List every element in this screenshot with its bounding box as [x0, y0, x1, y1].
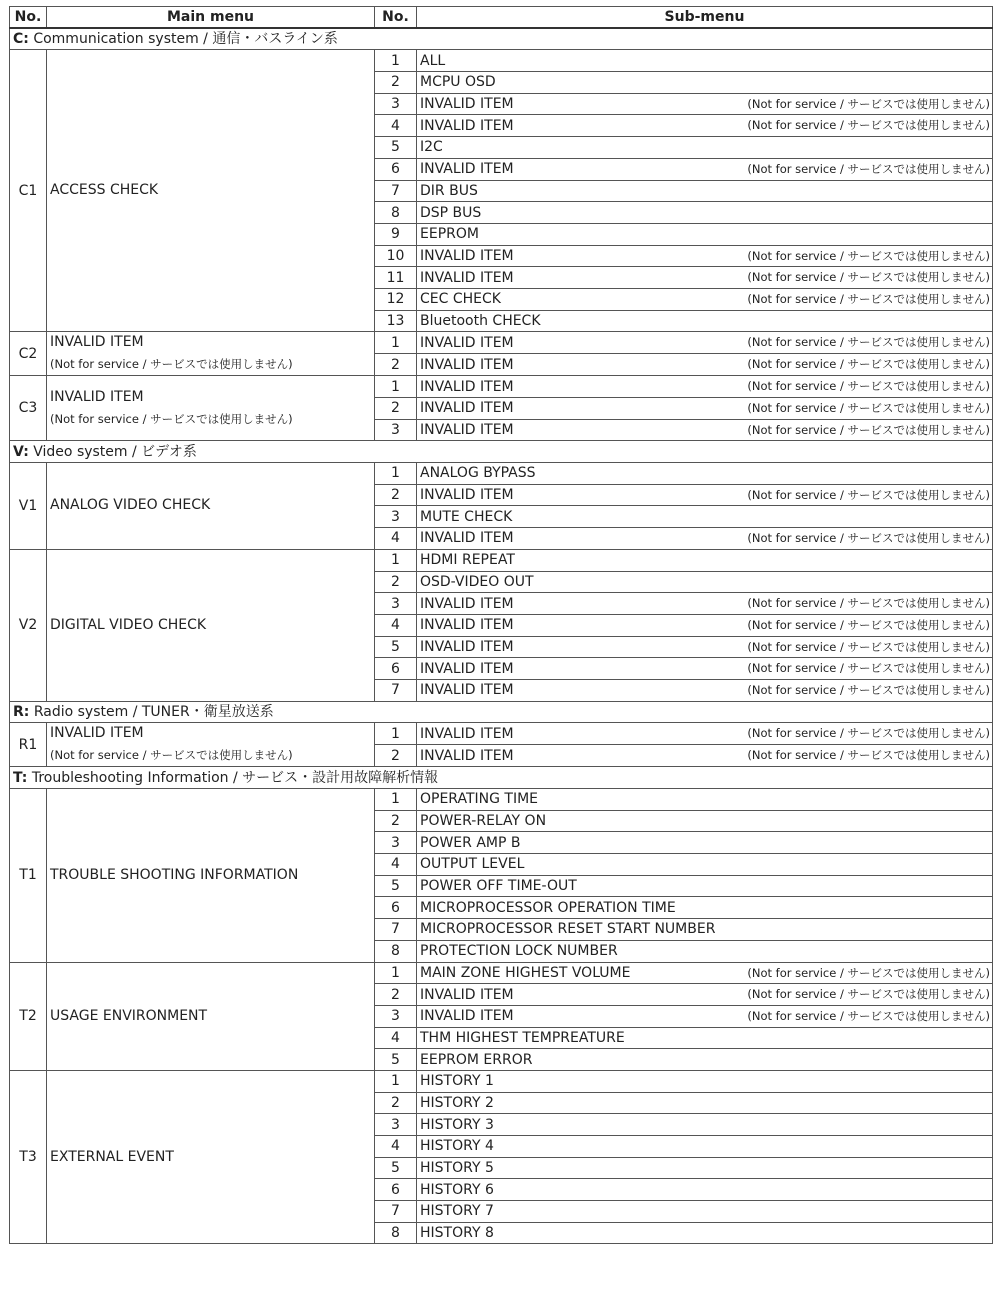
sub-menu-number: 1	[375, 962, 417, 984]
menu-row	[10, 1070, 993, 1092]
sub-menu-item	[417, 789, 993, 811]
sub-menu-item	[417, 832, 993, 854]
menu-row	[10, 962, 993, 984]
sub-menu-number: 10	[375, 245, 417, 267]
sub-menu-item	[417, 202, 993, 224]
sub-menu-label: INVALID ITEM	[420, 986, 514, 1003]
sub-menu-note: (Not for service / サービスでは使用しません)	[747, 987, 990, 1002]
sub-menu-label: THM HIGHEST TEMPREATURE	[420, 1029, 625, 1046]
sub-menu-item	[417, 940, 993, 962]
section-code: T:	[13, 769, 28, 786]
sub-menu-item	[417, 419, 993, 441]
sub-menu-number: 2	[375, 484, 417, 506]
sub-menu-note: (Not for service / サービスでは使用しません)	[747, 248, 990, 263]
sub-menu-item	[417, 115, 993, 137]
section-title: Video system / ビデオ系	[28, 443, 197, 460]
sub-menu-item	[417, 245, 993, 267]
sub-menu-note: (Not for service / サービスでは使用しません)	[747, 748, 990, 763]
sub-menu-label: MICROPROCESSOR OPERATION TIME	[420, 899, 676, 916]
sub-menu-item	[417, 549, 993, 571]
section-title: Communication system / 通信・バスライン系	[28, 31, 338, 48]
section-header	[10, 441, 993, 463]
sub-menu-label: INVALID ITEM	[420, 378, 514, 395]
section-title: Troubleshooting Information / サービス・設計用故障解析情報	[27, 769, 439, 786]
sub-menu-number: 4	[375, 1027, 417, 1049]
main-menu-number: C2	[10, 332, 47, 376]
sub-menu-label: ALL	[420, 52, 446, 69]
sub-menu-item	[417, 1027, 993, 1049]
sub-menu-item	[417, 1201, 993, 1223]
sub-menu-number: 3	[375, 593, 417, 615]
sub-menu-item	[417, 50, 993, 72]
sub-menu-label: INVALID ITEM	[420, 595, 514, 612]
sub-menu-number: 5	[375, 875, 417, 897]
sub-menu-number: 6	[375, 897, 417, 919]
sub-menu-item	[417, 810, 993, 832]
sub-menu-item	[417, 919, 993, 941]
menu-body	[10, 28, 993, 1244]
sub-menu-number: 2	[375, 1092, 417, 1114]
sub-menu-item	[417, 137, 993, 159]
sub-menu-note: (Not for service / サービスでは使用しません)	[747, 335, 990, 350]
main-menu-label: ANALOG VIDEO CHECK	[50, 497, 211, 514]
sub-menu-number: 2	[375, 354, 417, 376]
sub-menu-item	[417, 984, 993, 1006]
sub-menu-item	[417, 571, 993, 593]
sub-menu-number: 1	[375, 50, 417, 72]
sub-menu-label: POWER OFF TIME-OUT	[420, 878, 577, 895]
section-row	[10, 767, 993, 789]
sub-menu-note: (Not for service / サービスでは使用しません)	[747, 531, 990, 546]
sub-menu-label: INVALID ITEM	[420, 334, 514, 351]
sub-menu-number: 7	[375, 180, 417, 202]
sub-menu-item	[417, 875, 993, 897]
sub-menu-number: 11	[375, 267, 417, 289]
sub-menu-item	[417, 723, 993, 745]
sub-menu-label: HISTORY 6	[420, 1181, 494, 1198]
sub-menu-number: 1	[375, 376, 417, 398]
main-menu-name	[47, 723, 375, 767]
sub-menu-item	[417, 1136, 993, 1158]
sub-menu-number: 6	[375, 158, 417, 180]
sub-menu-item	[417, 897, 993, 919]
sub-menu-number: 7	[375, 1201, 417, 1223]
sub-menu-label: INVALID ITEM	[420, 269, 514, 286]
section-row	[10, 28, 993, 50]
sub-menu-number: 8	[375, 940, 417, 962]
sub-menu-number: 13	[375, 310, 417, 332]
sub-menu-label: OSD-VIDEO OUT	[420, 573, 534, 590]
sub-menu-item	[417, 484, 993, 506]
sub-menu-note: (Not for service / サービスでは使用しません)	[747, 291, 990, 306]
section-row	[10, 701, 993, 723]
sub-menu-label: INVALID ITEM	[420, 247, 514, 264]
sub-menu-number: 2	[375, 984, 417, 1006]
sub-menu-item	[417, 354, 993, 376]
sub-menu-number: 5	[375, 1157, 417, 1179]
sub-menu-label: INVALID ITEM	[420, 617, 514, 634]
sub-menu-number: 3	[375, 93, 417, 115]
sub-menu-number: 3	[375, 419, 417, 441]
sub-menu-item	[417, 223, 993, 245]
sub-menu-number: 8	[375, 1222, 417, 1244]
sub-menu-label: INVALID ITEM	[420, 660, 514, 677]
main-menu-number: T1	[10, 789, 47, 963]
sub-menu-number: 2	[375, 571, 417, 593]
sub-menu-label: INVALID ITEM	[420, 638, 514, 655]
sub-menu-label: PROTECTION LOCK NUMBER	[420, 943, 618, 960]
sub-menu-number: 6	[375, 1179, 417, 1201]
main-menu-name	[47, 50, 375, 332]
menu-row	[10, 463, 993, 485]
sub-menu-note: (Not for service / サービスでは使用しません)	[747, 661, 990, 676]
sub-menu-number: 4	[375, 854, 417, 876]
sub-menu-note: (Not for service / サービスでは使用しません)	[747, 639, 990, 654]
section-code: V:	[13, 443, 29, 460]
sub-menu-label: EEPROM ERROR	[420, 1051, 533, 1068]
service-menu-table	[9, 6, 993, 1244]
sub-menu-number: 9	[375, 223, 417, 245]
sub-menu-label: HISTORY 5	[420, 1160, 494, 1177]
sub-menu-item	[417, 658, 993, 680]
sub-menu-item	[417, 267, 993, 289]
sub-menu-label: DIR BUS	[420, 182, 478, 199]
section-code: R:	[13, 703, 30, 720]
sub-menu-note: (Not for service / サービスでは使用しません)	[747, 682, 990, 697]
sub-menu-item	[417, 1222, 993, 1244]
sub-menu-number: 5	[375, 1049, 417, 1071]
sub-menu-label: INVALID ITEM	[420, 747, 514, 764]
sub-menu-label: INVALID ITEM	[420, 682, 514, 699]
sub-menu-label: INVALID ITEM	[420, 422, 514, 439]
sub-menu-item	[417, 93, 993, 115]
sub-menu-number: 1	[375, 463, 417, 485]
main-menu-label: TROUBLE SHOOTING INFORMATION	[50, 866, 299, 883]
sub-menu-number: 7	[375, 919, 417, 941]
sub-menu-label: MICROPROCESSOR RESET START NUMBER	[420, 921, 716, 938]
sub-menu-label: INVALID ITEM	[420, 117, 514, 134]
sub-menu-label: INVALID ITEM	[420, 161, 514, 178]
sub-menu-label: I2C	[420, 139, 443, 156]
sub-menu-number: 3	[375, 1005, 417, 1027]
main-menu-name	[47, 789, 375, 963]
main-menu-number: T3	[10, 1070, 47, 1244]
sub-menu-number: 4	[375, 614, 417, 636]
header-sub-menu: Sub-menu	[417, 7, 993, 29]
sub-menu-label: HISTORY 8	[420, 1225, 494, 1242]
main-menu-label: INVALID ITEM	[50, 334, 144, 351]
sub-menu-item	[417, 463, 993, 485]
sub-menu-label: HISTORY 4	[420, 1138, 494, 1155]
sub-menu-note: (Not for service / サービスでは使用しません)	[747, 379, 990, 394]
sub-menu-item	[417, 679, 993, 701]
main-menu-number: C3	[10, 376, 47, 441]
service-menu-table-wrapper	[9, 6, 993, 1244]
sub-menu-note: (Not for service / サービスでは使用しません)	[747, 270, 990, 285]
header-no: No.	[10, 7, 47, 29]
sub-menu-note: (Not for service / サービスでは使用しません)	[747, 965, 990, 980]
sub-menu-item	[417, 854, 993, 876]
sub-menu-item	[417, 506, 993, 528]
sub-menu-number: 2	[375, 398, 417, 420]
section-header	[10, 701, 993, 723]
sub-menu-item	[417, 1179, 993, 1201]
sub-menu-number: 1	[375, 549, 417, 571]
main-menu-label: INVALID ITEM	[50, 725, 144, 742]
sub-menu-label: OUTPUT LEVEL	[420, 856, 525, 873]
main-menu-name	[47, 962, 375, 1070]
sub-menu-note: (Not for service / サービスでは使用しません)	[747, 1008, 990, 1023]
sub-menu-note: (Not for service / サービスでは使用しません)	[747, 118, 990, 133]
sub-menu-item	[417, 745, 993, 767]
sub-menu-number: 5	[375, 137, 417, 159]
sub-menu-item	[417, 332, 993, 354]
section-header	[10, 28, 993, 50]
sub-menu-number: 1	[375, 332, 417, 354]
sub-menu-number: 8	[375, 202, 417, 224]
menu-row	[10, 376, 993, 398]
sub-menu-number: 1	[375, 723, 417, 745]
menu-row	[10, 789, 993, 811]
sub-menu-item	[417, 376, 993, 398]
sub-menu-item	[417, 158, 993, 180]
section-code: C:	[13, 31, 29, 48]
main-menu-name	[47, 376, 375, 441]
sub-menu-number: 2	[375, 745, 417, 767]
main-menu-number: R1	[10, 723, 47, 767]
sub-menu-label: MAIN ZONE HIGHEST VOLUME	[420, 964, 631, 981]
sub-menu-label: INVALID ITEM	[420, 1008, 514, 1025]
main-menu-label: EXTERNAL EVENT	[50, 1148, 174, 1165]
sub-menu-number: 3	[375, 506, 417, 528]
sub-menu-item	[417, 180, 993, 202]
sub-menu-note: (Not for service / サービスでは使用しません)	[747, 726, 990, 741]
sub-menu-number: 1	[375, 1070, 417, 1092]
sub-menu-note: (Not for service / サービスでは使用しません)	[747, 422, 990, 437]
header-main-menu: Main menu	[47, 7, 375, 29]
sub-menu-note: (Not for service / サービスでは使用しません)	[747, 357, 990, 372]
sub-menu-label: INVALID ITEM	[420, 400, 514, 417]
sub-menu-note: (Not for service / サービスでは使用しません)	[747, 596, 990, 611]
section-header	[10, 767, 993, 789]
sub-menu-note: (Not for service / サービスでは使用しません)	[747, 161, 990, 176]
sub-menu-item	[417, 593, 993, 615]
sub-menu-item	[417, 1114, 993, 1136]
sub-menu-item	[417, 1157, 993, 1179]
main-menu-label: USAGE ENVIRONMENT	[50, 1007, 208, 1024]
sub-menu-item	[417, 636, 993, 658]
menu-row	[10, 549, 993, 571]
sub-menu-note: (Not for service / サービスでは使用しません)	[747, 96, 990, 111]
sub-menu-label: HISTORY 1	[420, 1073, 494, 1090]
sub-menu-note: (Not for service / サービスでは使用しません)	[747, 401, 990, 415]
sub-menu-label: CEC CHECK	[420, 291, 501, 308]
sub-menu-label: HISTORY 3	[420, 1116, 494, 1133]
sub-menu-number: 4	[375, 528, 417, 550]
menu-row	[10, 332, 993, 354]
section-title: Radio system / TUNER・衛星放送系	[29, 703, 274, 720]
sub-menu-label: HISTORY 7	[420, 1203, 494, 1220]
sub-menu-item	[417, 288, 993, 310]
sub-menu-number: 1	[375, 789, 417, 811]
sub-menu-item	[417, 398, 993, 420]
main-menu-label: INVALID ITEM	[50, 388, 144, 405]
sub-menu-number: 2	[375, 810, 417, 832]
sub-menu-number: 12	[375, 288, 417, 310]
sub-menu-label: INVALID ITEM	[420, 487, 514, 504]
sub-menu-label: POWER-RELAY ON	[420, 813, 547, 830]
main-menu-number: C1	[10, 50, 47, 332]
sub-menu-note: (Not for service / サービスでは使用しません)	[747, 617, 990, 632]
main-menu-number: V1	[10, 463, 47, 550]
main-menu-number: T2	[10, 962, 47, 1070]
main-menu-name	[47, 332, 375, 376]
sub-menu-item	[417, 1070, 993, 1092]
sub-menu-label: DSP BUS	[420, 204, 482, 221]
sub-menu-item	[417, 1092, 993, 1114]
sub-menu-item	[417, 962, 993, 984]
sub-menu-label: EEPROM	[420, 226, 479, 243]
main-menu-name	[47, 1070, 375, 1244]
sub-menu-item	[417, 528, 993, 550]
sub-menu-number: 7	[375, 679, 417, 701]
menu-row	[10, 50, 993, 72]
sub-menu-label: Bluetooth CHECK	[420, 312, 541, 329]
sub-menu-item	[417, 614, 993, 636]
main-menu-name	[47, 549, 375, 701]
sub-menu-note: (Not for service / サービスでは使用しません)	[747, 487, 990, 502]
main-menu-label: DIGITAL VIDEO CHECK	[50, 616, 207, 633]
header-row	[10, 7, 993, 29]
sub-menu-label: INVALID ITEM	[420, 725, 514, 742]
sub-menu-number: 4	[375, 1136, 417, 1158]
sub-menu-label: HISTORY 2	[420, 1094, 494, 1111]
section-row	[10, 441, 993, 463]
sub-menu-label: MCPU OSD	[420, 74, 496, 91]
sub-menu-number: 3	[375, 1114, 417, 1136]
main-menu-note: (Not for service / サービスでは使用しません)	[50, 748, 293, 763]
sub-menu-item	[417, 1049, 993, 1071]
main-menu-note: (Not for service / サービスでは使用しません)	[50, 411, 293, 426]
sub-menu-label: POWER AMP B	[420, 834, 521, 851]
sub-menu-label: INVALID ITEM	[420, 530, 514, 547]
sub-menu-label: OPERATING TIME	[420, 791, 539, 808]
sub-menu-item	[417, 1005, 993, 1027]
menu-row	[10, 723, 993, 745]
sub-menu-number: 3	[375, 832, 417, 854]
main-menu-note: (Not for service / サービスでは使用しません)	[50, 357, 293, 372]
sub-menu-label: INVALID ITEM	[420, 96, 514, 113]
sub-menu-item	[417, 72, 993, 94]
sub-menu-label: INVALID ITEM	[420, 356, 514, 373]
sub-menu-item	[417, 310, 993, 332]
sub-menu-label: HDMI REPEAT	[420, 552, 515, 569]
sub-menu-number: 2	[375, 72, 417, 94]
sub-menu-number: 4	[375, 115, 417, 137]
sub-menu-label: MUTE CHECK	[420, 508, 513, 525]
main-menu-number: V2	[10, 549, 47, 701]
sub-menu-number: 6	[375, 658, 417, 680]
header-sub-no: No.	[375, 7, 417, 29]
main-menu-label: ACCESS CHECK	[50, 182, 159, 199]
main-menu-name	[47, 463, 375, 550]
sub-menu-label: ANALOG BYPASS	[420, 465, 536, 482]
sub-menu-number: 5	[375, 636, 417, 658]
